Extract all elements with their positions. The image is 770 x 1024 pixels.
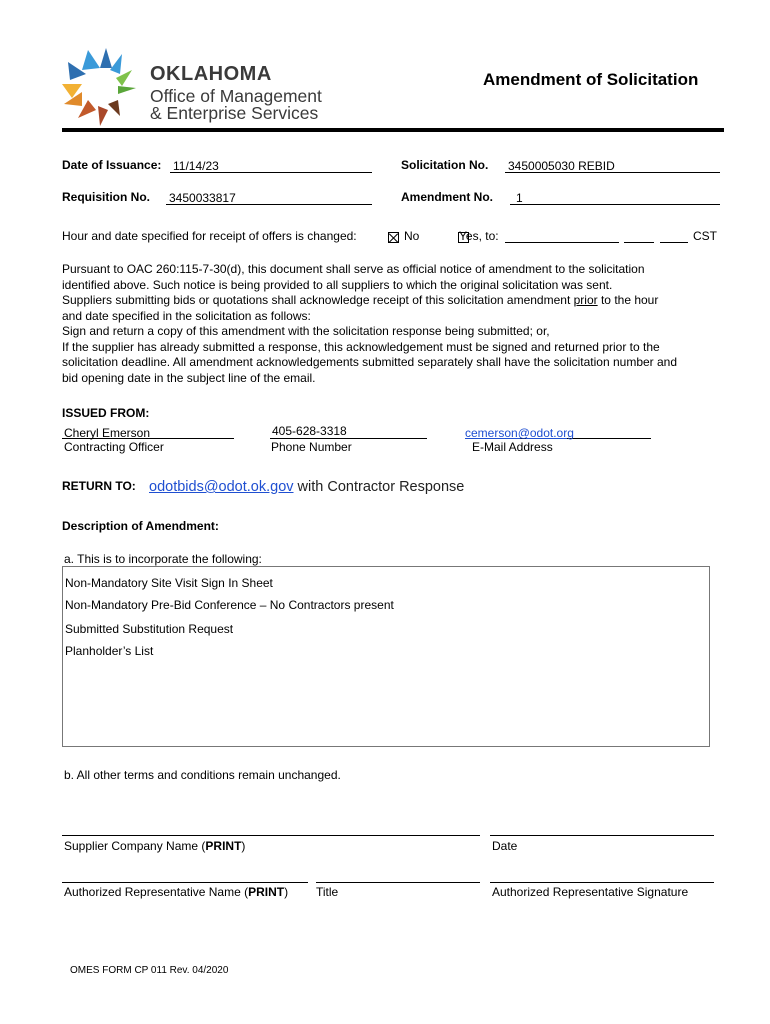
email-caption: E-Mail Address: [472, 440, 553, 454]
issuer-phone: 405-628-3318: [272, 424, 347, 438]
description-b: b. All other terms and conditions remain unchanged.: [64, 768, 341, 782]
amendment-value: 1: [516, 191, 523, 205]
list-item: Planholder’s List: [65, 644, 154, 658]
notice-line: identified above. Such notice is being provided to all suppliers to which the original solicitation was sent.: [62, 277, 613, 292]
notice-line: solicitation deadline. All amendment acknowledgements submitted separately shall have the solicitation number and: [62, 355, 678, 369]
issuer-title: Contracting Officer: [64, 440, 164, 454]
return-to-line: [149, 479, 464, 495]
company-name-caption-text: Supplier Company Name (: [64, 839, 206, 853]
no-checkbox[interactable]: [388, 232, 399, 243]
notice-line: Pursuant to OAC 260:115-7-30(d), this document shall serve as official notice of amendment to the solicitation: [62, 262, 645, 276]
date-line[interactable]: [490, 835, 714, 836]
notice-line: Sign and return a copy of this amendment with the solicitation response being submitted; or,: [62, 324, 550, 338]
signature-caption: Authorized Representative Signature: [492, 885, 689, 899]
requisition-value: 3450033817: [169, 191, 236, 205]
date-field[interactable]: [170, 157, 372, 173]
logo-subtitle-2: & Enterprise Services: [150, 103, 319, 123]
rep-name-caption: [64, 885, 288, 899]
prior-emphasis: prior: [573, 293, 598, 307]
signature-line[interactable]: [490, 882, 714, 883]
solicitation-value: 3450005030 REBID: [508, 159, 615, 173]
issuer-phone-field: [270, 422, 427, 439]
logo-title: OKLAHOMA: [150, 63, 272, 85]
description-a: a. This is to incorporate the following:: [64, 552, 262, 566]
notice-line: to the hour: [597, 293, 659, 307]
issuer-email-link[interactable]: cemerson@odot.org: [465, 426, 574, 440]
list-item: Non-Mandatory Site Visit Sign In Sheet: [65, 576, 273, 590]
notice-text: [62, 262, 742, 386]
notice-line: [62, 293, 742, 309]
phone-caption: Phone Number: [271, 440, 352, 454]
yes-date-field[interactable]: [505, 229, 619, 243]
offer-change-question: Hour and date specified for receipt of offers is changed:: [62, 229, 357, 243]
issuer-name-field: [62, 424, 234, 439]
issuer-email-field: [465, 424, 651, 439]
yes-hour-field[interactable]: [624, 229, 654, 243]
rep-name-caption-text: Authorized Representative Name (: [64, 885, 249, 899]
header-rule: [62, 128, 724, 132]
solicitation-field[interactable]: [505, 157, 720, 173]
notice-line: If the supplier has already submitted a response, this acknowledgement must be signed and returned prior to the: [62, 339, 660, 354]
cst-label: CST: [693, 229, 717, 243]
company-name-caption-close: ): [241, 839, 246, 853]
yes-label: Yes, to:: [459, 229, 499, 243]
company-name-line[interactable]: [62, 835, 480, 836]
print-emphasis: PRINT: [205, 839, 242, 853]
yes-minute-field[interactable]: [660, 229, 688, 243]
amendment-label: Amendment No.: [401, 190, 494, 204]
issued-from-label: ISSUED FROM:: [62, 406, 150, 420]
solicitation-label: Solicitation No.: [401, 158, 489, 172]
company-name-caption: [64, 839, 245, 853]
notice-line: and date specified in the solicitation as follows:: [62, 308, 311, 323]
rep-name-line[interactable]: [62, 882, 308, 883]
requisition-field[interactable]: [166, 189, 372, 205]
list-item: Submitted Substitution Request: [65, 622, 234, 636]
no-label: No: [404, 229, 420, 243]
logo-subtitle-1: Office of Management: [150, 86, 322, 106]
requisition-label: Requisition No.: [62, 190, 150, 204]
title-caption: Title: [316, 885, 339, 899]
description-label: Description of Amendment:: [62, 519, 219, 533]
return-suffix: with Contractor Response: [293, 479, 465, 495]
return-to-label: RETURN TO:: [62, 479, 136, 493]
date-value: 11/14/23: [173, 159, 219, 173]
date-caption: Date: [492, 839, 518, 853]
date-label: Date of Issuance:: [62, 158, 162, 172]
oklahoma-star-logo-icon: [60, 48, 138, 128]
notice-line: bid opening date in the subject line of the email.: [62, 370, 316, 385]
notice-line: Suppliers submitting bids or quotations shall acknowledge receipt of this solicitation amendment: [62, 293, 574, 307]
form-number: OMES FORM CP 011 Rev. 04/2020: [70, 965, 229, 976]
list-item: Non-Mandatory Pre-Bid Conference – No Contractors present: [65, 598, 394, 612]
amendment-field[interactable]: [510, 189, 720, 205]
title-line[interactable]: [316, 882, 480, 883]
issuer-name: Cheryl Emerson: [64, 426, 151, 440]
amendment-items-box[interactable]: [62, 566, 710, 747]
page-title: Amendment of Solicitation: [483, 70, 699, 89]
rep-name-caption-close: ): [284, 885, 289, 899]
print-emphasis: PRINT: [248, 885, 285, 899]
return-email-link[interactable]: odotbids@odot.ok.gov: [149, 479, 294, 495]
